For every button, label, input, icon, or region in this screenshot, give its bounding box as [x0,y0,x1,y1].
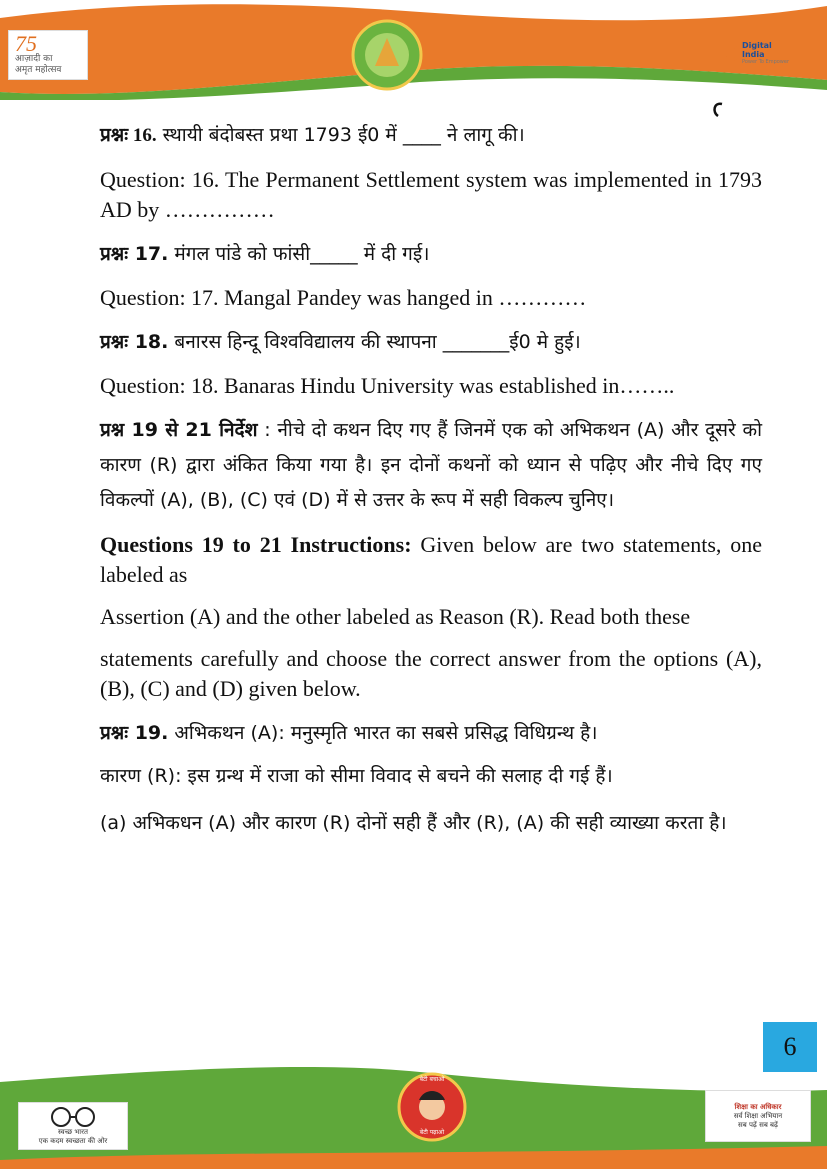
question-19-reason: कारण (R): इस ग्रन्थ में राजा को सीमा विवाद से बचने की सलाह दी गई हैं। [100,765,613,787]
question-18-hindi: प्रश्नः 18. बनारस हिन्दू विश्वविद्यालय की स्थापना _______ई0 मे हुई। [100,331,581,353]
page-number: 6 [763,1022,817,1072]
beti-padhao-bottom: बेटी पढ़ाओ [419,1129,445,1136]
question-16-english: Question: 16. The Permanent Settlement system was implemented in 1793 AD by …………… [100,167,762,222]
question-18-english: Question: 18. Banaras Hindu University was established in…….. [100,373,675,398]
question-17-english: Question: 17. Mangal Pandey was hanged in ………… [100,285,587,310]
beti-bachao-top: बेटी बचाओ [419,1076,445,1083]
question-19-option-a: (a) अभिकधन (A) और कारण (R) दोनों सही हैं और (R), (A) की सही व्याख्या करता है। [100,812,727,834]
instructions-english-2: Assertion (A) and the other labeled as Reason (R). Read both these [100,604,691,629]
instructions-english-1: Questions 19 to 21 Instructions: Given below are two statements, one labeled as [100,532,763,587]
question-19-assertion: प्रश्नः 19. अभिकथन (A): मनुस्मृति भारत का सबसे प्रसिद्ध विधिग्रन्थ है। [100,722,598,744]
digital-india-icon [722,44,739,62]
header-wave-band [0,0,827,100]
gandhi-spectacles-icon [43,1106,103,1128]
instructions-hindi: प्रश्न 19 से 21 निर्देश : नीचे दो कथन दिए गए हैं जिनमें एक को अभिकथन (A) और दूसरे को कारण (R) द्वारा अंकित किया गया है। इन दोनों कथनों को ध्यान से पढ़िए और नीचे दिए गए विकल्पों (A), (B), (C) एवं (D) में से उत्तर के रूप में सही विकल्प चुनिए। [100,419,762,511]
instructions-english-3: statements carefully and choose the correct answer from the options (A), (B), (C) and (D) given below. [100,646,762,701]
digital-india-logo: Digital India Power To Empower [722,40,794,66]
azadi-ka-amrit-mahotsav-logo: 75 आज़ादी का अमृत महोत्सव [8,30,88,80]
question-16-hindi: प्रश्नः 16. स्थायी बंदोबस्त प्रथा 1793 ई0 में ____ ने लागू की। [100,124,525,146]
pen-mark-icon [710,100,726,120]
page-content [100,120,762,840]
page-header [0,0,827,100]
shiksha-ka-adhikar-logo: शिक्षा का अधिकार सर्व शिक्षा अभियान सब पढ़ें सब बढ़ें [705,1090,811,1142]
swachh-bharat-logo: स्वच्छ भारत एक कदम स्वच्छता की ओर [18,1102,128,1150]
question-17-hindi: प्रश्नः 17. मंगल पांडे को फांसी_____ में दी गई। [100,243,430,265]
